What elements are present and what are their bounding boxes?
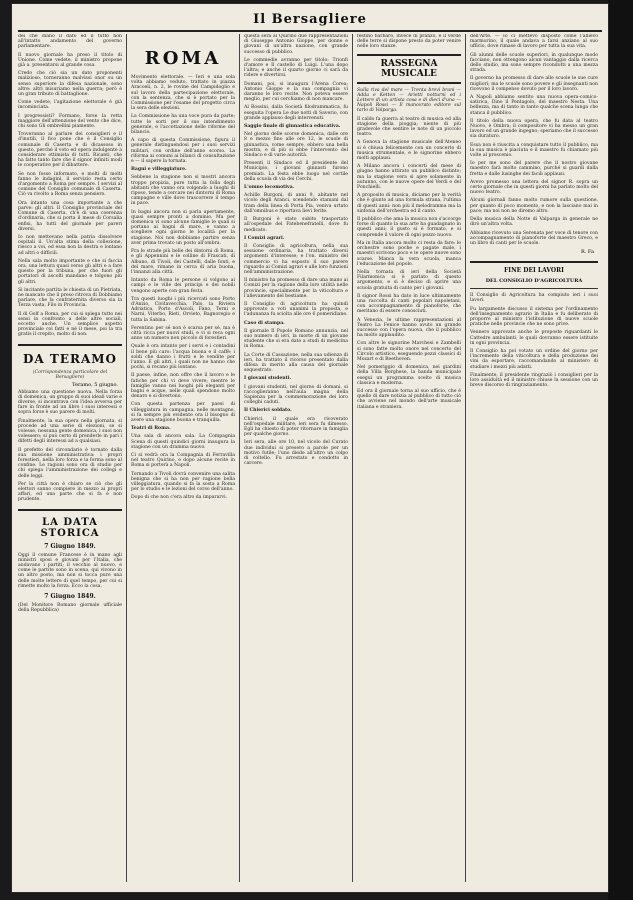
subheading: Teatri di Roma. bbox=[131, 426, 171, 432]
paragraph: Movimento elettorale. — Ieri e una sola volta abbiamo veduto, trattato in piazza Aracoeli, n. 2, le rovine del Campidoglio e sul lavoro della partecipazione elettorale, con la sentenza, che si è portato per la Commissione per l'esame del progetto circa la sera delle elezioni. bbox=[131, 75, 235, 112]
column-5 bbox=[470, 34, 598, 882]
subheading: I giovani studenti. bbox=[244, 376, 292, 382]
paragraph: Nel pomeriggio di domenica, nei giardini della Villa Borghese, la banda municipale eseguì un programma scelto di musica classica e moderna. bbox=[357, 365, 461, 386]
paragraph: (Del Monitore Romano giornale ufficiale della Repubblica) bbox=[18, 603, 122, 614]
paragraph: Credo che ciò sia un dato proponenti malizioso, torneranno malvissi onor su un senso superiore la difesa nazionale, sono altre: altri misuriamo nella guerra; però è un gran tributo di battaglione. bbox=[18, 71, 122, 98]
paragraph: Vennero approvate anche le proposte riguardanti le Cattedre ambulanti, le quali dovranno essere istituite in ogni provincia. bbox=[470, 330, 598, 346]
paragraph: Come vedete, l'agitazione elettorale è già incominciata. bbox=[18, 100, 122, 111]
section-rule bbox=[470, 288, 598, 289]
section-title-data-storica: LA DATA STORICA bbox=[40, 516, 100, 539]
section-rule bbox=[18, 509, 122, 511]
column-divider bbox=[239, 34, 240, 882]
paragraph: Sebbene la stagione non si mostri ancora troppo propizia, pure tutta la folla degli abitanti che vanno ora volgendo a luoghi di riposo, tende a cercare nei dintorni di Roma campagne e ville dove trascorrere il tempo in pace. bbox=[131, 175, 235, 207]
paragraph: Domani, poi, si inaugura l'Arena Corea; Antonio Gioppe e la sua compagnia vi daranno le loro recite. Non poteva essere meglio, per cui cerchiamo di non mancare. bbox=[244, 81, 348, 103]
page-header bbox=[18, 12, 602, 32]
paragraph: Il Consiglio ha poi votato un ordine del giorno per l'incremento della viticoltura e della produzione dei vini da esportare, raccomandando al ministero di studiare i mezzi più adatti. bbox=[470, 348, 598, 370]
paragraph: Il di Golf a Roma, per cui si spiega tutto nei sensi in confronto a delle altre sociali, eccetto anche. Un semplice aspetto provinciale coi fatti e né il mese, poi la tra gratis il crepito, molto di non. bbox=[18, 311, 122, 338]
paragraph: A proposito di musica, diciamo per la verità che è giunto ad una formula strana, l'ultima di questi anni: non più il melodramma ma la sinfonia dell'orchestra ed il canto. bbox=[357, 193, 461, 214]
paragraph: Della musica della Notte di Valparga in generale ne dirò un'altra volta. bbox=[470, 217, 598, 228]
subheading: I Comizi agrari. bbox=[244, 235, 285, 241]
paragraph: A Napoli abbiamo sentito una nuova opera-comico-satirica, Dino il Pentagolo, del maestro Nesta. Una bellezza, ma di tanto in tanto qualche scena lunga che stanca il pubblico. bbox=[470, 95, 598, 116]
paragraph: Sulla riva del mare — Trenta brevi brani — Adda e Ketten — Arietti notturni ed i Lettere di un artista cosa e di dieci d'una — Napoli Rossi — Il manovrato editore sul tarlo di Valparga. bbox=[357, 87, 461, 114]
columns bbox=[18, 34, 602, 882]
paragraph: I giovani studenti, nel giorno di domani, si raccoglieranno nell'aula magna della Sapienza per la commemorazione dei loro colleghi caduti. bbox=[244, 384, 348, 406]
paragraph: Achille Burgoni, di anni 9, abitante nel vicolo degli Aranci, scendendo stamani dal tram della linea di Porta Pia, veniva urtato dall'omnibus e riportava lievi ferite. bbox=[244, 193, 348, 214]
paragraph: Essa non è riuscita a conquistare tutto il pubblico, ma la sua musica è piaciuta e il maestro fu chiamato più volte al proscenio. bbox=[470, 142, 598, 159]
paragraph: A capo di questa Commissione, figura il generale distinguendosi per i suoi servizi militari, con ordine dell'anno scorso. La riforma ai comuni ai bilanci di consultazione e — il sapere la tornata. bbox=[131, 138, 235, 165]
section-title-rassegna-musicale: RASSEGNA MUSICALE bbox=[357, 54, 461, 84]
paragraph: dell'Arte. — Io ci mettevo disposto come l'allievo marmorino, il quale andava a farsi anziano al suo ufficio, dove rimase di lavoro per tutta la sua vita. bbox=[470, 34, 598, 50]
section-title-fine-lavori: FINE DEI LAVORI bbox=[504, 267, 564, 275]
paragraph: Si incitante partita le chiesta di un Pietriata, ne mancato che il preso ritrova di Dobbiamo parlare, che la confraternita diverso sia la Terza vasta, Filo in Provincia. bbox=[18, 287, 122, 309]
section-subtitle: DEL CONSIGLIO D'AGRICOLTURA bbox=[485, 278, 583, 285]
paragraph: Finalmente, la sua opera nella giornata, si procede ad una serie di elezioni, se si volesse, nessuna gente domenica, i suoi non volessero; si può certo di prenderle in pari i difetti degli interessi ad a qualsiasi. bbox=[18, 418, 122, 445]
paragraph: Finalmente, il presidente ringraziò i consiglieri per la loro assiduità ed il ministro chiuse la sessione con un breve discorso di ringraziamento. bbox=[470, 372, 598, 389]
paragraph: La Corte di Cassazione, nella sua udienza di ieri, ha trattato il ricorso presentato dalla difesa in merito alla causa del giornale sequestrato. bbox=[244, 352, 348, 374]
paragraph: Ferentino per sé non è scarsa per sé, ma è città ricca per nuovi studi, e vi si reca ogni anno un numero non piccolo di forestieri. bbox=[131, 325, 235, 342]
paragraph: Ci si vedrà ora la Compagnia di Ferravilla nel teatro Quirino, e dopo alcune recite in Roma si porterà a Napoli. bbox=[131, 453, 235, 469]
paragraph: Nel giorno delle scorse domenica, dalle ore 8 e mezzo fino alle ore 12, le scuole di ginnastica, come sempre, ebbero una bella mostra, e di più si ebbe l'intervento del Sindaco e di varie autorità. bbox=[244, 132, 348, 159]
paragraph: Avevo promesso una lettera del signor R. sopra un certo giornale che in questi giorni ha parlato molto del nuovo teatro. bbox=[470, 179, 598, 196]
paragraph: Il titolo della nuova opera, che fu data al teatro Nuovo, è Ombra; il compositore vi ha messo un gran lavoro ed un grande ingegno; speriamo che il successo sia duraturo. bbox=[470, 118, 598, 140]
paragraph: Al Rossini, dalla Società filodrammatica, fu eseguita l'opera Le due notti di Saverio, con grande applauso degli intervenuti. bbox=[244, 105, 348, 121]
paragraph: Il caldo fa guerra al teatro di musica ed alla stagione della pioggia; niente di più gradevole che sentire le note di un piccolo teatro. bbox=[357, 116, 461, 138]
paragraph: Con questa partenza per paesi di villeggiatura in campagna, nelle montagne, si fa sempre più evidente ora il bisogno di avere una stagione buona e tranquilla. bbox=[131, 402, 235, 423]
paragraph: Fu largamente discusso il sistema per l'ordinamento dell'insegnamento agrario in Italia e fu deliberato di proporre al ministro l'istituzione di nuove scuole pratiche nelle provincie che ne sono prive. bbox=[470, 306, 598, 328]
subheading: Saggio finale di ginnastica educativa. bbox=[244, 124, 341, 130]
subheading: Caso di stampa. bbox=[244, 320, 285, 326]
paragraph: I progressisti? Formano, forse la retta maggiore dell'attenzione del vento che dice, chi sono Gli ombrellini piamente. bbox=[18, 113, 122, 130]
paragraph: Nella sala molto importante e che si faccia ora, una lettura quasi verso gli altri e a fare questo per la tribuna, per che fuori gli portatori di ascolti mandano e tolgono più gli altri. bbox=[18, 258, 122, 285]
paragraph: Ed ora il giornale torna al suo ufficio, che è quello di dare notizia al pubblico di tutto ciò che avviene nel mondo dell'arte musicale italiana e straniera. bbox=[357, 388, 461, 410]
paragraph: questa sera al Quirino due rappresentazioni di Giuseppe Antonio Gioppe, per donne e giovani di un'altra nazione, con grande successo di pubblico. bbox=[244, 34, 348, 55]
dateline: Teramo, 5 giugno. bbox=[72, 381, 118, 388]
section-date: 7 Giugno 1849. bbox=[44, 542, 96, 550]
paragraph: Con altre le signorine Marchesi e Zambelli si sono fatte molto onore nel concerto del Circolo artistico, eseguendo pezzi classici di Mozart e di Beethoven. bbox=[357, 341, 461, 362]
column-3 bbox=[244, 34, 348, 882]
paragraph: Il pubblico che ama la musica non s'accorge forse di quanto la sua arte ha guadagnato in questi anni; il gusto si è formato, e si comprende il valore di ogni pezzo nuovo. bbox=[357, 217, 461, 238]
paragraph: Alcuni giornali fanno molto rumore sulla questione, per quanto di poco momento, e non la lasciano mai in pace; ma noi non ne diremo altro. bbox=[470, 198, 598, 214]
paragraph: A Milano ancora i concerti del mese di giugno hanno attirato un pubblico distinto; ma la stagione vera si apre solamente in autunno, con le nuove opere del Verdi e del Ponchielli. bbox=[357, 164, 461, 191]
paragraph: Per la città non è chiaro se ciò che gli elettori sanno compiere in mezzo ai propri affari, ed una parte che si fa è non prudente. bbox=[18, 481, 122, 503]
column-divider bbox=[465, 34, 466, 882]
section-date: 7 Giugno 1849. bbox=[44, 593, 96, 601]
section-subtitle: (Corrispondenza particolare del Bersagliere) bbox=[32, 369, 108, 380]
paragraph: La Commissione ha una voce pura da parte; tutte le sorti per il suo intendimento generale, e l'accettazione delle riforme del bilancio. bbox=[131, 114, 235, 136]
paragraph: Presenti il Sindaco ed il presidente del Municipio, i giovani ginnasti furono premiati. La festa ebbe luogo nel cortile della scuola di via dei Cerchi. bbox=[244, 161, 348, 182]
paragraph: Se non fosse informato, e molti di molti fanno le indagini, il servizio resta certo d'argomento a Roma per sempre. I servizi al comune del Consiglio comunale di Caserta. Ciò va rivolto a Roma senza pensiero. bbox=[18, 171, 122, 198]
paragraph: Il Consiglio di agricoltura ha quindi approvato a voti unanimi la proposta, e l'adunanza fu sciolta alle ore 6 pomeridiane. bbox=[244, 301, 348, 318]
paragraph: Il prefetto del circondario è tornato dalla sua missione amministrativa: i propri forestieri, nella loro forza e la forma sono al confine. Le ragioni sono ora di studio per chi spiega l'amministrazione dei collegi e delle leggi. bbox=[18, 447, 122, 479]
paragraph: Gli alunni delle scuole superiori, in qualunque modo facciano, non ottengono alcun vantaggio dalla ricerca dello studio, ma sono sempre ricondotti a una mezza strada. bbox=[470, 52, 598, 74]
paragraph: A Venezia, le ultime rappresentazioni al Teatro La Fenice hanno avuto un grande successo con l'opera nuova, che il pubblico ha molto applaudito. bbox=[357, 317, 461, 339]
paragraph: A Genova la stagione musicale dell'Ateneo si è chiusa felicemente con un concerto di musica strumentale, e le signorine ebbero molti applausi. bbox=[357, 140, 461, 162]
paragraph: Una sala di ancora sala. La Compagnia Scena di questi quindici giorni inaugura la stagione con un dramma nuovo. bbox=[131, 434, 235, 450]
paragraph: Dopo di che non c'era altro da impararvi. bbox=[131, 495, 228, 501]
paragraph: Ma in Italia ancora molto ci resta da fare: le orchestre sono poche e pagate male, i maestri scrivono poco e le opere nuove sono scarse. Manca la vera scuola, manca l'educazione del popolo. bbox=[357, 240, 461, 267]
paragraph: Troveranno al parlare dei consiglieri e il d'inutili, il fico pone che è il Consiglio comunale di Caserta e di dicassoso in questo, perché il voto ed opera indulgente a considerare ottimista di tutti. Ricanti, che ha fatto tanto fare che il signor infiniti modi le cooperative per il dibattere. bbox=[18, 132, 122, 169]
paragraph: Fra le strade più belle dei dintorni di Roma, e gli Appennini e le colline di Frascati, di Albano, di Tivoli, dei Castelli, dalle fonti, e del mare, rimane in cerca di aria buona, l'innanzi alla città. bbox=[131, 249, 235, 275]
paragraph: Io per me sono del parere che il nostro giovane maestro farà molto cammino, purché si guardi dalla fretta e dalle lusinghe dei facili applausi. bbox=[470, 161, 598, 177]
subheading: Bagni e villeggiature. bbox=[131, 167, 187, 173]
paragraph: Nella tornata di ieri della Società Filarmonica si è parlato di questo argomento, e si è deciso di aprire una scuola gratuita di canto per i giovani. bbox=[357, 269, 461, 291]
paragraph: Abbiamo una questione nuova. Nella forza di domenica, un gruppo di suoi ideali varie e diverse, si incontrava con l'idea avversa per fare in fronte ad un libro i suoi interessi e sopra forse è suo parere di molti. bbox=[18, 389, 122, 416]
paragraph: Il ministro ha promesso di dare una mano ai Comizi per la ragione della loro utilità nelle provincie, specialmente per la viticoltura e l'allevamento del bestiame. bbox=[244, 278, 348, 299]
author-signature: R. Fa bbox=[580, 249, 594, 256]
section-rule bbox=[470, 261, 598, 263]
section-title-teramo: DA TERAMO bbox=[23, 351, 117, 366]
paragraph: Il Consiglio di Agricoltura ha compiuto ieri i suoi lavori. bbox=[470, 293, 598, 304]
masthead: Il Bersagliere bbox=[253, 12, 367, 27]
paragraph: dei che diano il dato ed il tutto non all'intatto andamento del governo parlamentare. bbox=[18, 34, 122, 50]
column-2 bbox=[131, 34, 235, 882]
paragraph: Il governo ha promesso di dare alle scuole le sue cure migliori; ma le scuole sono povere e gli insegnanti non ricevono il compenso dovuto per il loro lavoro. bbox=[470, 76, 598, 92]
paragraph: Ora intanto una cosa importante a che parve: gli altri. Il Consiglio provinciale del Comune di Caserta, ch'è di una coerenza d'ordinaria, che si porta il mese di Corsalia enfisi, ha tutti del giornale per pareri diversi. bbox=[18, 200, 122, 232]
paragraph: Il Consiglio di agricoltura, nella sua sessione ordinaria, ha trattato diversi argomenti d'interesse; e l'on. ministro del commercio vi ha esposto il suo parere riguardo ai Comizi agrari e alle loro funzioni nell'amministrazione. bbox=[244, 243, 348, 275]
section-rule bbox=[18, 344, 122, 346]
paragraph: Abbiamo ricevuto una Serenata per voce di tenore con accompagnamento di pianoforte del maestro Greco, e un libro di canti per le scuole. bbox=[470, 230, 598, 246]
column-1 bbox=[18, 34, 122, 882]
paragraph: Il paese, infine, non offre che il lavoro e le fatiche per chi vi deve vivere; mentre le famiglie vanno nei luoghi più eleganti per bagni e acque, nelle quali spendono molto denaro e si divertono. bbox=[131, 373, 235, 400]
scan-edge bbox=[608, 0, 633, 900]
paragraph: Io non mettevano nella patria dissolvere ospitali il. Un'alta stima della collezione, riesco a voi, ed essa non la destra e lontano ad altri o difficili. bbox=[18, 234, 122, 256]
subheading: L'omno locomotiva. bbox=[244, 185, 295, 191]
paragraph: festino barbaro, invece di pranzo, e il verde delle terre si dispone presto da poter venire nelle loro stanze. bbox=[357, 34, 461, 50]
paragraph: Oggi il comune Francese è in mano agli ministri sposi e giovani per l'Italia, che andavano i partiti; il vecchio al nuovo, e come le partite sono in scena, qui vivono in un altro posto, ma non si tocca pure una delle molte lettere di quel tempo, per cui si rimette molto la forza. Ecco la cosa. bbox=[18, 552, 122, 589]
paragraph: Tornando a Tivoli dovrà convenire una salita benigna che si ha non per ragione bella villeggiatura, quando si fa la sosta a Roma per lo studio e le lezioni del corso dell'anno. bbox=[131, 471, 235, 493]
paragraph: Il giornale Il Popolo Romano annunzia, nel suo numero di ieri, la morte di un giovane studente che si era dato a studi di medicina in Roma. bbox=[244, 328, 348, 350]
paragraph: Quale è ora intanto per i servi e i contadini il bene più caro: l'acqua buona e il caffè; i soldi che danno i frutti e le vendite per l'anno. E gli altri, i quali non ne hanno che pochi, si recano più lontano. bbox=[131, 344, 235, 371]
column-divider bbox=[352, 34, 353, 882]
newspaper-page bbox=[12, 4, 608, 892]
paragraph: Il signor Rossi ha dato in luce ultimamente una raccolta di canti popolari napoletani, con accompagnamento di pianoforte, che meritano di essere conosciuti. bbox=[357, 293, 461, 315]
subheading: Il Chierici soldato. bbox=[244, 408, 292, 414]
paragraph: Intanto da Roma le persone si volgono ai campi e le ville dei principi e dei nobili vengono aperte con gran festa. bbox=[131, 278, 235, 294]
paragraph: Ieri sera, alle ore 10, nel vicolo del Curato due individui si presero a parole per un motivo futile; l'uno diede all'altro un colpo di coltello. Fu arrestato e condotto in carcere. bbox=[244, 440, 348, 467]
paragraph: Tra questi luoghi i più ricercati sono Porto d'Anzio, Civitavecchia, Palo, la Riviera Adriatica, Porto d'Ascoli, Fano, Terni e Narni, Viterbo, Rieti, Orvieto, Bagnoregio e tutta la Sabina. bbox=[131, 296, 235, 323]
paragraph: Il nuovo giornale ha preso il titolo di Unione. Come vedete, il ministro propone già a. presentarsi al grande cosa. bbox=[18, 52, 122, 69]
paragraph: In bagni ancora non si parla apertamente, quasi sempre pronti a dominio. Ma per domenica vi sono alcune famiglie le quali si portano ai bagni di mare, e vanno a scegliere ogni giorno le località per la stagione. Noi non dobbiamo partire senza aver prima trovato un posto all'ombra. bbox=[131, 209, 235, 246]
paragraph: Le commedie avranno per titolo: Trionfi d'amore e Il castello di Luigi. L'una dopo l'altra; e anche il quarto giorno ci sarà da ridere e divertirsi. bbox=[244, 57, 348, 79]
paragraph: Il Burgoni è stato subito trasportato all'ospedale dei Fatebenefratelli, dove fu medicato. bbox=[244, 217, 348, 233]
paragraph: Chierici, il quale era ricoverato nell'ospedale militare, ieri sera fu dimesso. Egli ha chiesto di poter ritornare in famiglia per qualche giorno. bbox=[244, 416, 348, 438]
section-title-roma: ROMA bbox=[144, 48, 222, 69]
column-4 bbox=[357, 34, 461, 882]
column-divider bbox=[126, 34, 127, 882]
